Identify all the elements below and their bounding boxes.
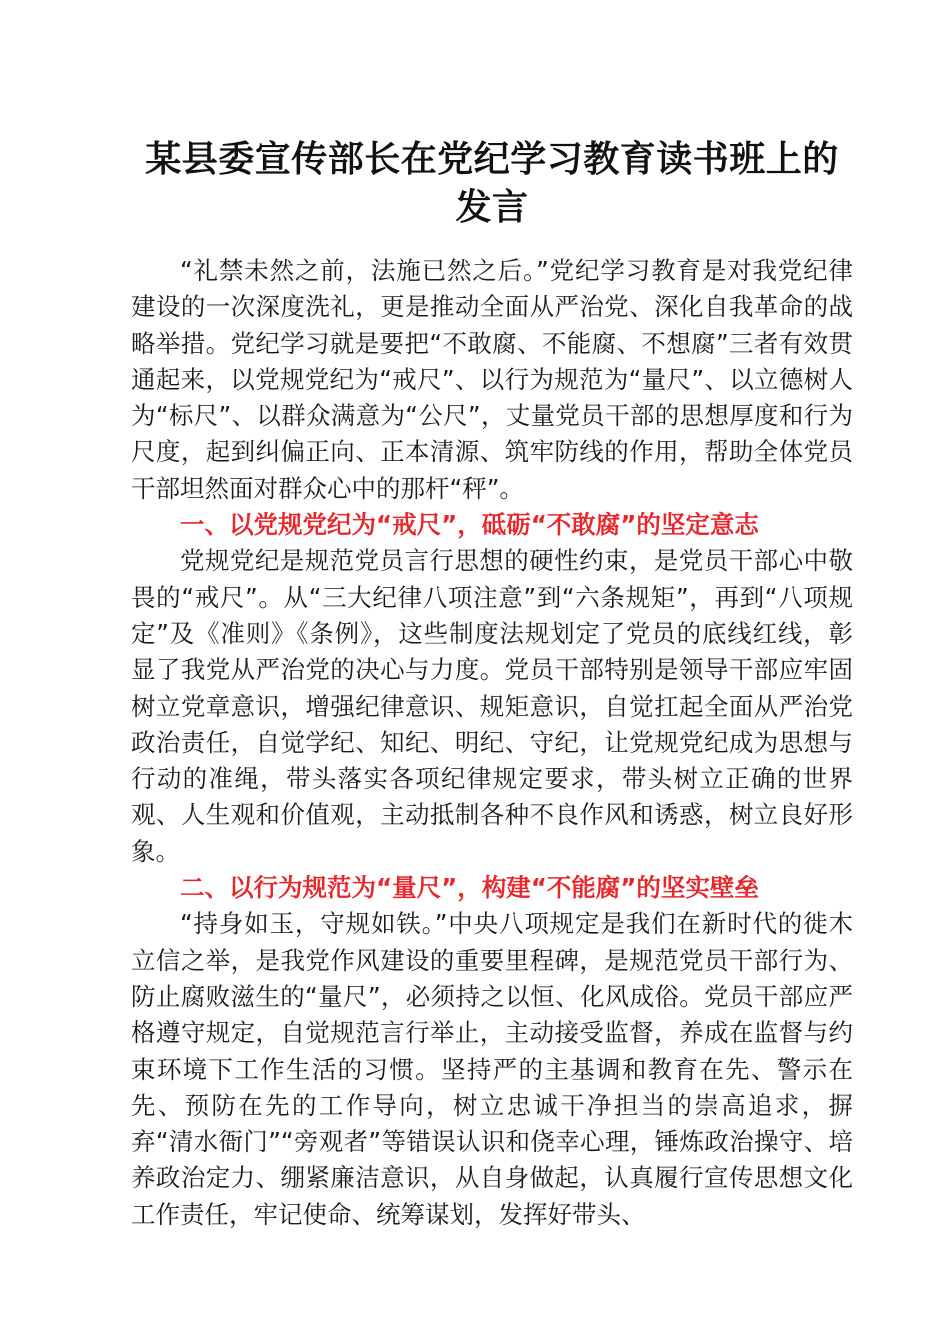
section-paragraph-2: “持身如玉，守规如铁。”中央八项规定是我们在新时代的徙木立信之举，是我党作风建设的重要里程碑，是规范党员干部行为、防止腐败滋生的“量尺”，必须持之以恒、化风成俗。党员干部应严格遵守规定，自觉规范言行举止，主动接受监督，养成在监督与约束环境下工作生活的习惯。坚持严的主基调和教育在先、警示在先、预防在先的工作导向，树立忠诚干净担当的崇高追求，摒弃“清水衙门”“旁观者”等错误认识和侥幸心理，锤炼政治操守、培养政治定力、绷紧廉洁意识，从自身做起，认真履行宣传思想文化工作责任，牢记使命、统筹谋划，发挥好带头、 (131, 909, 853, 1229)
intro-paragraph: “礼禁未然之前，法施已然之后。”党纪学习教育是对我党纪律建设的一次深度洗礼，更是推动全面从严治党、深化自我革命的战略举措。党纪学习就是要把“不敢腐、不能腐、不想腐”三者有效贯通起来，以党规党纪为“戒尺”、以行为规范为“量尺”、以立德树人为“标尺”、以群众满意为“公尺”，丈量党员干部的思想厚度和行为尺度，起到纠偏正向、正本清源、筑牢防线的作用，帮助全体党员干部坦然面对群众心中的那杆“秤”。 (131, 256, 853, 503)
document-title: 某县委宣传部长在党纪学习教育读书班上的发言 (145, 139, 839, 228)
section-paragraph-1: 党规党纪是规范党员言行思想的硬性约束，是党员干部心中敬畏的“戒尺”。从“三大纪律八项注意”到“六条规矩”，再到“八项规定”及《准则》《条例》，这些制度法规划定了党员的底线红线，彰显了我党从严治党的决心与力度。党员干部特别是领导干部应牢固树立党章意识，增强纪律意识、规矩意识，自觉扛起全面从严治党政治责任，自觉学纪、知纪、明纪、守纪，让党规党纪成为思想与行动的准绳，带头落实各项纪律规定要求，带头树立正确的世界观、人生观和价值观，主动抵制各种不良作风和诱惑，树立良好形象。 (131, 546, 853, 866)
section-heading-2: 二、以行为规范为“量尺”，构建“不能腐”的坚实壁垒 (180, 873, 759, 903)
document-body (131, 253, 853, 1233)
document-page (131, 0, 853, 1233)
section-heading-1: 一、以党规党纪为“戒尺”，砥砺“不敢腐”的坚定意志 (180, 510, 759, 540)
